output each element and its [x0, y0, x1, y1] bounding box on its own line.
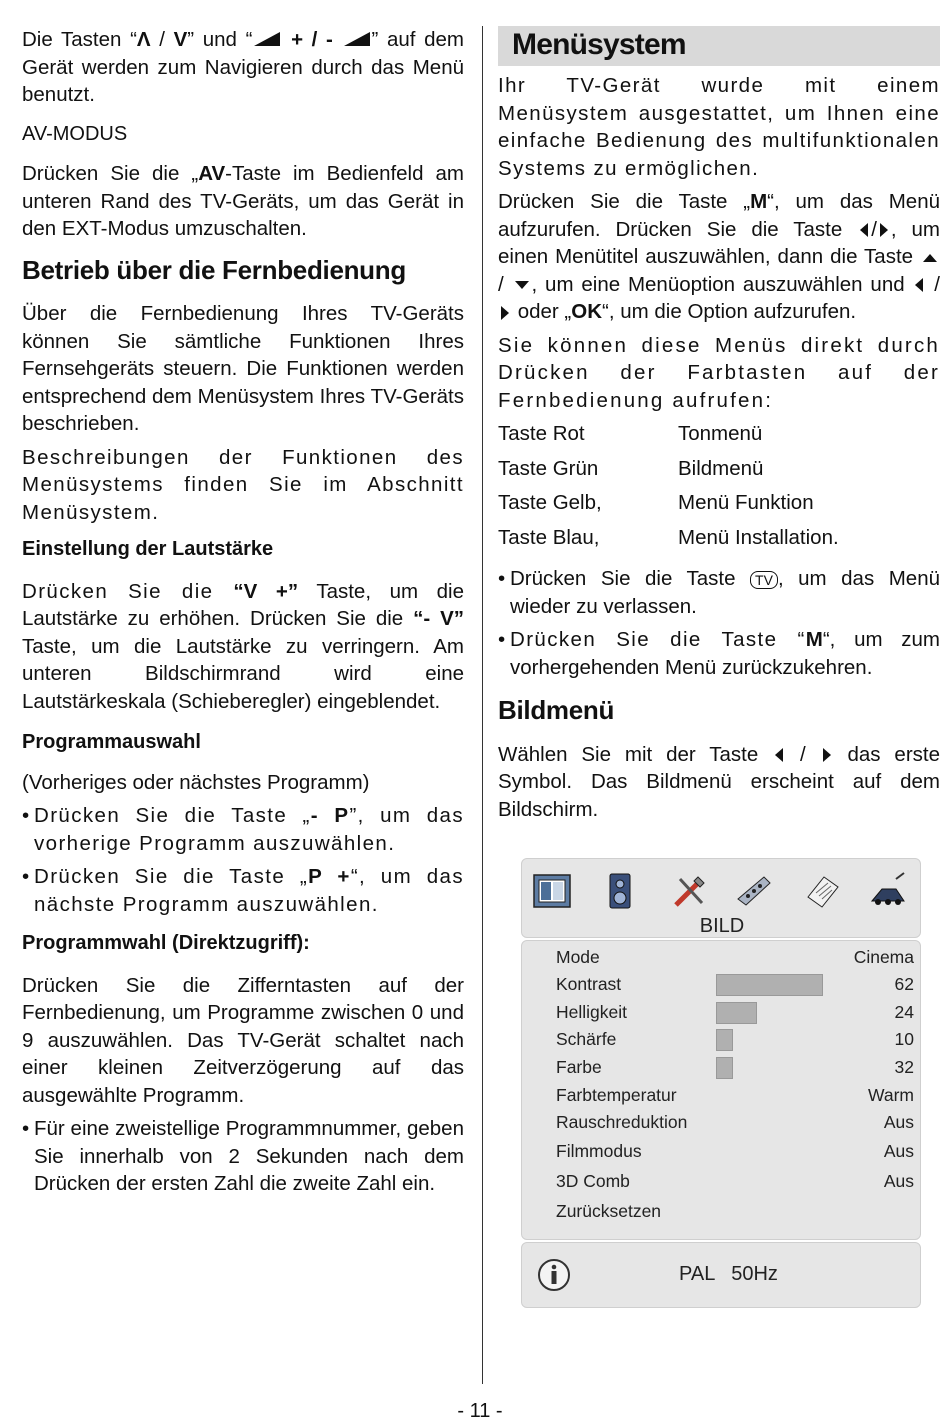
tools-icon[interactable]	[670, 871, 710, 911]
program-bullet-previous: • Drücken Sie die Taste „- P”, um das vorherige Programm auszuwählen.	[22, 804, 464, 855]
color-key-label: Taste Blau,	[498, 525, 600, 549]
status-bar	[521, 1242, 921, 1308]
level-fill	[716, 1002, 757, 1024]
level-bar[interactable]	[716, 974, 888, 996]
color-key-menu: Menü Installation.	[678, 525, 839, 549]
remote-paragraph-2: Beschreibungen der Funktionen des Menüsystems finden Sie im Abschnitt Menüsystem.	[22, 445, 464, 524]
picture-menu-text: Wählen Sie mit der Taste / das erste Symbol. Das Bildmenü erscheint auf dem Bildschirm.	[498, 742, 940, 821]
signal-status: PAL 50Hz	[679, 1263, 778, 1285]
tv-picture-menu	[521, 858, 921, 1308]
arrow-right-icon	[880, 223, 888, 237]
level-bar[interactable]	[716, 1057, 888, 1079]
menu-title: BILD	[699, 915, 745, 937]
speaker-icon[interactable]	[600, 871, 640, 911]
installation-icon[interactable]	[868, 871, 908, 911]
menu-navigation-text: Drücken Sie die Taste „M“, um das Menü aufzurufen. Drücken Sie die Taste / , um einen Menütitel auszuwählen, dann die Taste / , um eine Menüoption auszuwählen und / oder „OK“, um die Option aufzurufen.	[498, 190, 940, 323]
picture-menu-icon[interactable]	[532, 871, 572, 911]
level-bar[interactable]	[716, 1029, 888, 1051]
color-key-menu: Tonmenü	[678, 422, 763, 445]
setting-farbtemperatur[interactable]: Farbtemperatur Warm	[556, 1085, 914, 1105]
color-key-table	[498, 420, 940, 551]
color-key-label: Taste Grün	[498, 456, 599, 480]
level-bar[interactable]	[716, 1002, 888, 1024]
program-subtitle: (Vorheriges oder nächstes Programm)	[22, 770, 370, 794]
level-fill	[716, 1057, 733, 1079]
remote-paragraph-1: Über die Fernbedienung Ihres TV-Geräts können Sie sämtliche Funktionen Ihres Fernsehgeräts steuern. Die Funktionen werden entsprechend dem Menüsystem Ihres TV-Geräts beschrieben.	[22, 302, 464, 435]
arrow-left-icon	[775, 748, 783, 762]
setting-mode[interactable]: Mode Cinema	[556, 947, 914, 967]
direct-access-heading: Programmwahl (Direktzugriff):	[22, 932, 310, 954]
right-column	[498, 26, 940, 829]
menu-system-title: Menüsystem	[498, 26, 940, 66]
page-number: - 11 -	[457, 1400, 503, 1422]
color-keys-intro: Sie können diese Menüs direkt durch Drücken der Farbtasten auf der Fernbedienung aufrufen:	[498, 333, 940, 412]
setting-helligkeit[interactable]: Helligkeit 24	[556, 1002, 914, 1022]
settings-panel	[521, 940, 921, 1240]
setting-rauschreduktion[interactable]: Rauschreduktion Aus	[556, 1112, 914, 1132]
document-icon[interactable]	[802, 871, 842, 911]
tv-key-icon: TV	[750, 571, 778, 589]
volume-ramp-icon	[254, 32, 280, 46]
av-mode-text: Drücken Sie die „AV-Taste im Bedienfeld am unteren Rand des TV-Geräts, um das Gerät in den EXT-Modus umzuschalten.	[22, 162, 465, 240]
intro-paragraph: Die Tasten “Λ / V” und “ + / - ” auf dem Gerät werden zum Navigieren durch das Menü benutzt.	[22, 28, 464, 106]
color-key-menu: Bildmenü	[678, 456, 764, 480]
setting-farbe[interactable]: Farbe 32	[556, 1057, 914, 1077]
program-bullet-next: • Drücken Sie die Taste „P +“, um das nächste Programm auszuwählen.	[22, 865, 465, 916]
picture-menu-heading: Bildmenü	[498, 695, 615, 725]
setting-zuruecksetzen[interactable]: Zurücksetzen	[556, 1201, 662, 1221]
arrow-left-icon	[860, 223, 868, 237]
left-column	[22, 26, 464, 1204]
color-key-label: Taste Gelb,	[498, 491, 602, 514]
setting-schaerfe[interactable]: Schärfe 10	[556, 1029, 914, 1049]
arrow-up-icon	[923, 254, 937, 262]
color-key-menu: Menü Funktion	[678, 491, 814, 514]
arrow-right-icon	[823, 748, 831, 762]
menu-icon-bar	[521, 858, 921, 938]
menu-intro: Ihr TV-Gerät wurde mit einem Menüsystem ausgestattet, um Ihnen eine einfache Bedienung des multifunktionalen Systems zu ermöglichen.	[498, 74, 940, 180]
direct-access-text: Drücken Sie die Zifferntasten auf der Fernbedienung, um Programme zwischen 0 und 9 auszuwählen. Das TV-Gerät schaltet nach einer kleinen Zeitverzögerung auf das ausgewählte Programm.	[22, 973, 464, 1107]
remote-heading: Betrieb über die Fernbedienung	[22, 254, 406, 285]
setting-kontrast[interactable]: Kontrast 62	[556, 974, 914, 994]
remote-control-icon[interactable]	[734, 871, 774, 911]
color-key-label: Taste Rot	[498, 422, 585, 445]
exit-menu-bullet: • Drücken Sie die Taste TV , um das Menü wieder zu verlassen.	[498, 567, 941, 618]
column-divider	[482, 26, 483, 1384]
info-icon[interactable]	[536, 1257, 572, 1293]
level-fill	[716, 974, 823, 996]
arrow-right-icon	[501, 306, 509, 320]
setting-filmmodus[interactable]: Filmmodus Aus	[556, 1141, 914, 1161]
back-menu-bullet: • Drücken Sie die Taste “M“, um zum vorhergehenden Menü zurückzukehren.	[498, 628, 940, 679]
level-fill	[716, 1029, 733, 1051]
volume-heading: Einstellung der Lautstärke	[22, 538, 274, 560]
setting-3d-comb[interactable]: 3D Comb Aus	[556, 1171, 914, 1191]
volume-text: Drücken Sie die “V +” Taste, um die Lautstärke zu erhöhen. Drücken Sie die “- V” Taste, um die Lautstärke zu verringern. Am unteren Bildschirmrand wird eine Lautstärkeskala (Schieberegler) eingeblendet.	[22, 579, 465, 713]
av-mode-heading: AV-MODUS	[22, 122, 128, 145]
direct-access-bullet: • Für eine zweistellige Programmnummer, geben Sie innerhalb von 2 Sekunden nach dem Drücken der ersten Zahl die zweite Zahl ein.	[22, 1117, 464, 1195]
program-heading: Programmauswahl	[22, 731, 201, 753]
arrow-down-icon	[515, 281, 529, 289]
arrow-left-icon	[915, 278, 923, 292]
volume-ramp-icon	[344, 32, 370, 46]
